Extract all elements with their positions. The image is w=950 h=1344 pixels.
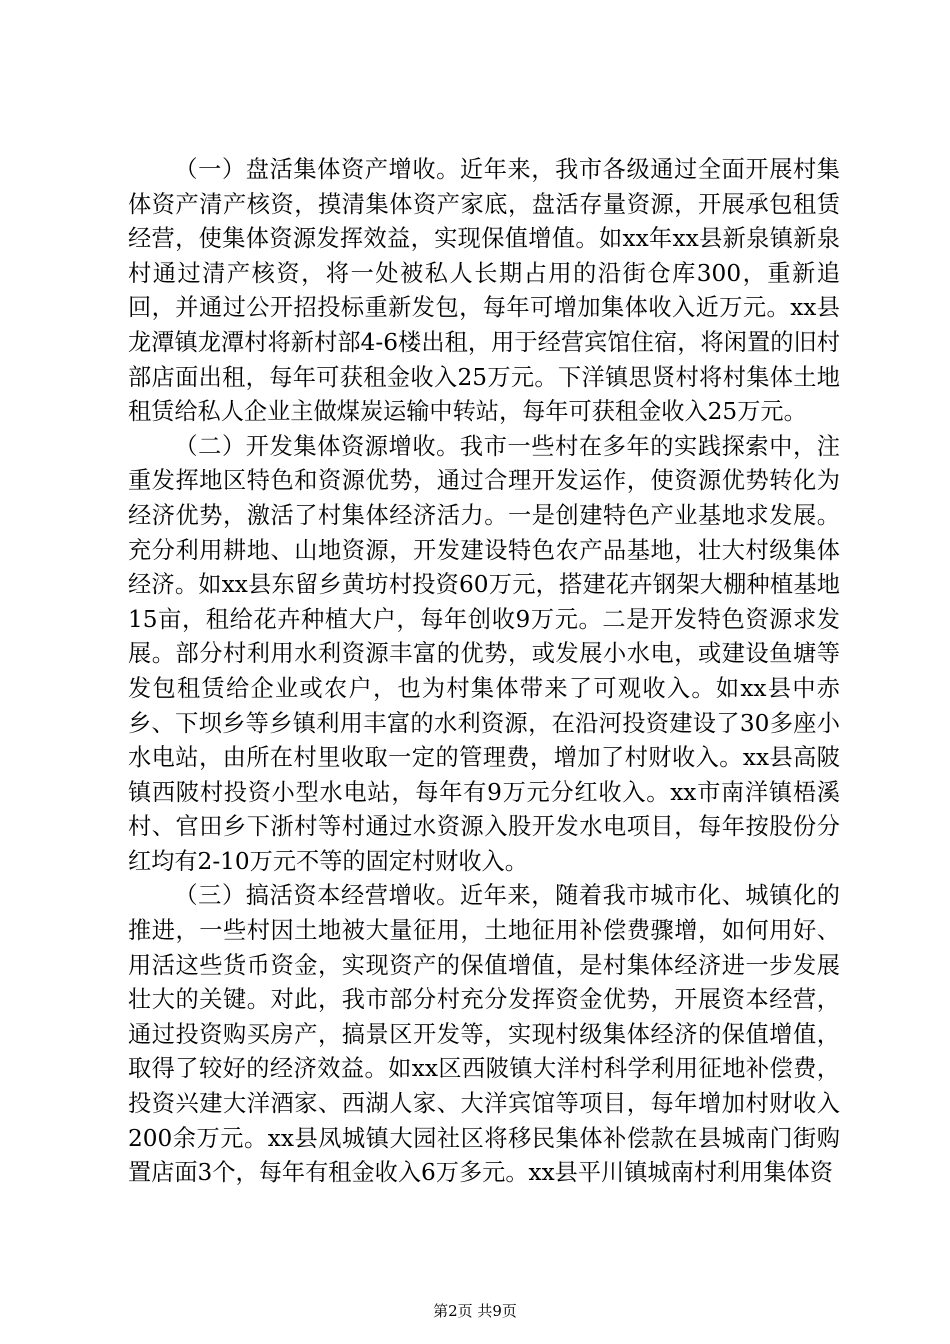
document-body — [128, 153, 840, 1191]
paragraph-asset-revitalization: （一）盘活集体资产增收。近年来，我市各级通过全面开展村集体资产清产核资，摸清集体资产家底，盘活存量资源，开展承包租赁经营，使集体资源发挥效益，实现保值增值。如xx年xx县新泉镇新泉村通过清产核资，将一处被私人长期占用的沿街仓库300，重新追回，并通过公开招投标重新发包，每年可增加集体收入近万元。xx县龙潭镇龙潭村将新村部4-6楼出租，用于经营宾馆住宿，将闲置的旧村部店面出租，每年可获租金收入25万元。下洋镇思贤村将村集体土地租赁给私人企业主做煤炭运输中转站，每年可获租金收入25万元。 — [128, 156, 840, 426]
paragraph-capital-operation: （三）搞活资本经营增收。近年来，随着我市城市化、城镇化的推进，一些村因土地被大量征用，土地征用补偿费骤增，如何用好、用活这些货币资金，实现资产的保值增值，是村集体经济进一步发展壮大的关键。对此，我市部分村充分发挥资金优势，开展资本经营，通过投资购买房产，搞景区开发等，实现村级集体经济的保值增值，取得了较好的经济效益。如xx区西陂镇大洋村科学利用征地补偿费，投资兴建大洋酒家、西湖人家、大洋宾馆等项目，每年增加村财收入200余万元。xx县凤城镇大园社区将移民集体补偿款在县城南门街购置店面3个，每年有租金收入6万多元。xx县平川镇城南村利用集体资 — [128, 882, 840, 1187]
paragraph-resource-development: （二）开发集体资源增收。我市一些村在多年的实践探索中，注重发挥地区特色和资源优势，通过合理开发运作，使资源优势转化为经济优势，激活了村集体经济活力。一是创建特色产业基地求发展。充分利用耕地、山地资源，开发建设特色农产品基地，壮大村级集体经济。如xx县东留乡黄坊村投资60万元，搭建花卉钢架大棚种植基地15亩，租给花卉种植大户，每年创收9万元。二是开发特色资源求发展。部分村利用水利资源丰富的优势，或发展小水电，或建设鱼塘等发包租赁给企业或农户，也为村集体带来了可观收入。如xx县中赤乡、下坝乡等乡镇利用丰富的水利资源，在沿河投资建设了30多座小水电站，由所在村里收取一定的管理费，增加了村财收入。xx县高陂镇西陂村投资小型水电站，每年有9万元分红收入。xx市南洋镇梧溪村、官田乡下浙村等村通过水资源入股开发水电项目，每年按股份分红均有2-10万元不等的固定村财收入。 — [128, 432, 840, 875]
page-number-footer: 第2页 共9页 — [433, 1302, 517, 1320]
